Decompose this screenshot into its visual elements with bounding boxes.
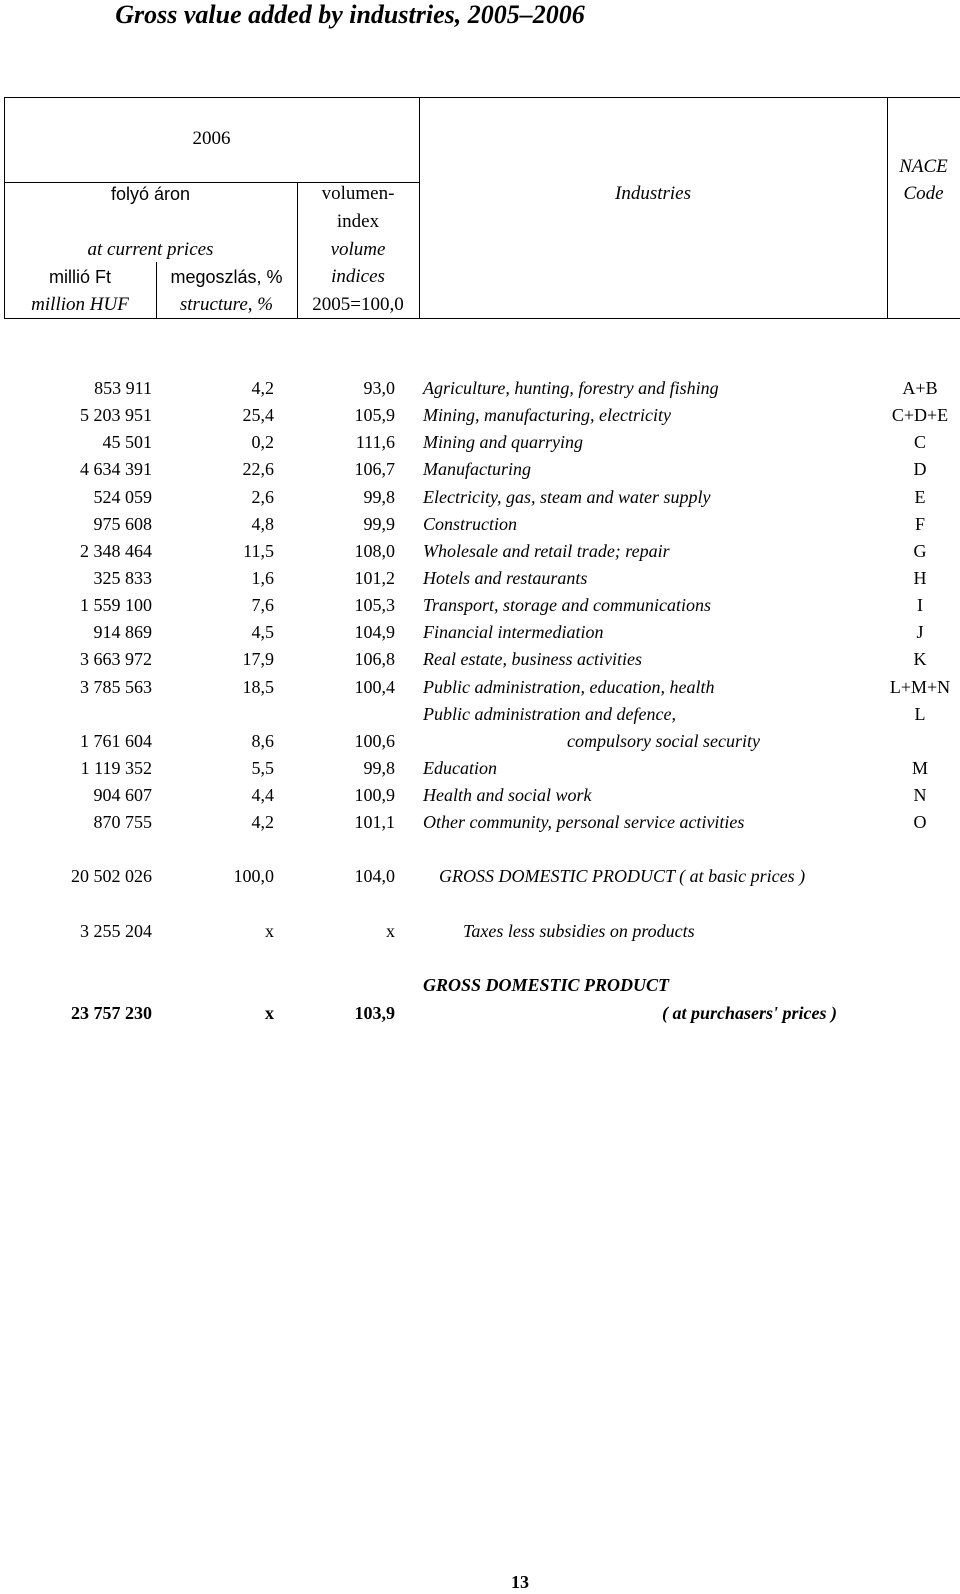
- table-row: 3 785 563 18,5 100,4 Public administration, education, health L+M+N: [80, 677, 951, 697]
- table-row: 524 059 2,6 99,8 Electricity, gas, steam and water supply E: [93, 487, 926, 507]
- table-row-gdp-basic: 20 502 026 100,0 104,0 GROSS DOMESTIC PRODUCT ( at basic prices ): [71, 866, 806, 886]
- header-million-hu: millió Ft: [49, 267, 111, 287]
- table-row: 975 608 4,8 99,9 Construction F: [93, 514, 925, 534]
- table-row: 1 559 100 7,6 105,3 Transport, storage and communications I: [80, 595, 923, 615]
- table-row-gdp-purchasers-label: GROSS DOMESTIC PRODUCT: [423, 975, 670, 995]
- table-row: 325 833 1,6 101,2 Hotels and restaurants H: [93, 568, 927, 588]
- header-million-en: million HUF: [31, 294, 129, 315]
- header-nace-2: Code: [903, 183, 944, 204]
- page-number: 13: [511, 1572, 529, 1592]
- table-row: 3 663 972 17,9 106,8 Real estate, business activities K: [80, 649, 927, 669]
- header-volume-hu-2: index: [336, 211, 380, 232]
- header-industries: Industries: [615, 183, 691, 204]
- header-current-prices-en: at current prices: [87, 239, 214, 260]
- header-volume-hu-1: volumen-: [321, 183, 395, 204]
- header-year: 2006: [192, 128, 231, 149]
- table-row-taxes: 3 255 204 x x Taxes less subsidies on products: [80, 921, 695, 941]
- header-base-year: 2005=100,0: [312, 294, 404, 315]
- table-row: 2 348 464 11,5 108,0 Wholesale and retail trade; repair G: [80, 541, 927, 561]
- header-volume-en-1: volume: [330, 239, 386, 260]
- table-row: 4 634 391 22,6 106,7 Manufacturing D: [80, 459, 927, 479]
- table-row: 45 501 0,2 111,6 Mining and quarrying C: [102, 432, 926, 452]
- table-row-public-admin: 1 761 604 8,6 100,6 compulsory social security: [80, 731, 760, 751]
- page-title: Gross value added by industries, 2005–2006: [115, 0, 585, 29]
- table-row: 870 755 4,2 101,1 Other community, personal service activities O: [93, 812, 927, 832]
- table-row: 5 203 951 25,4 105,9 Mining, manufacturing, electricity C+D+E: [80, 405, 949, 425]
- table-row: 914 869 4,5 104,9 Financial intermediation J: [93, 622, 924, 642]
- header-current-prices-hu: folyó áron: [110, 184, 191, 204]
- header-structure-hu: megoszlás, %: [170, 267, 283, 287]
- header-structure-en: structure, %: [179, 294, 274, 315]
- table-row: 904 607 4,4 100,9 Health and social work N: [93, 785, 927, 805]
- table-row: 1 119 352 5,5 99,8 Education M: [80, 758, 928, 778]
- table-row: 853 911 4,2 93,0 Agriculture, hunting, forestry and fishing A+B: [94, 378, 938, 398]
- table-row-gdp-purchasers: 23 757 230 x 103,9 ( at purchasers' prices ): [71, 1003, 837, 1023]
- header-volume-en-2: indices: [331, 266, 385, 287]
- header-nace-1: NACE: [899, 156, 948, 177]
- table-row-public-admin-label: Public administration and defence, L: [423, 704, 926, 724]
